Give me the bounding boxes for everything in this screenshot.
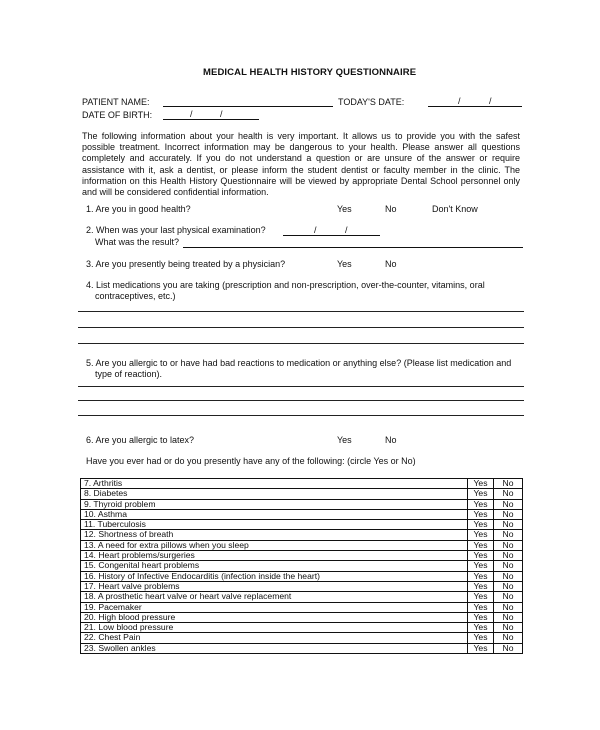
- no-option[interactable]: No: [494, 540, 523, 550]
- yes-option[interactable]: Yes: [468, 643, 494, 653]
- dob-label: DATE OF BIRTH:: [82, 110, 153, 120]
- table-row: [81, 612, 523, 622]
- question-5: 5. Are you allergic to or have had bad reactions to medication or anything else? (Please list medication and: [86, 358, 512, 368]
- no-option[interactable]: No: [494, 561, 523, 571]
- question-4: 4. List medications you are taking (prescription and non-prescription, over-the-counter, vitamins, oral: [86, 280, 485, 290]
- no-option[interactable]: No: [494, 499, 523, 509]
- condition-label: 22. Chest Pain: [81, 633, 468, 643]
- exam-result-field[interactable]: [183, 247, 523, 248]
- condition-label: 23. Swollen ankles: [81, 643, 468, 653]
- answer-line[interactable]: [78, 415, 524, 416]
- table-row: [81, 571, 523, 581]
- no-option[interactable]: No: [494, 479, 523, 489]
- table-row: [81, 479, 523, 489]
- q6-yes[interactable]: Yes: [337, 435, 352, 445]
- q3-yes[interactable]: Yes: [337, 259, 352, 269]
- q1-yes[interactable]: Yes: [337, 204, 352, 214]
- question-2-result: What was the result?: [95, 237, 180, 247]
- condition-label: 7. Arthritis: [81, 479, 468, 489]
- answer-line[interactable]: [78, 386, 524, 387]
- no-option[interactable]: No: [494, 571, 523, 581]
- patient-name-field[interactable]: [163, 106, 333, 107]
- yes-option[interactable]: Yes: [468, 581, 494, 591]
- answer-line[interactable]: [78, 400, 524, 401]
- condition-label: 17. Heart valve problems: [81, 581, 468, 591]
- last-exam-date-field[interactable]: [283, 235, 380, 236]
- no-option[interactable]: No: [494, 530, 523, 540]
- yes-option[interactable]: Yes: [468, 612, 494, 622]
- table-row: [81, 633, 523, 643]
- yes-option[interactable]: Yes: [468, 540, 494, 550]
- table-row: [81, 581, 523, 591]
- q6-no[interactable]: No: [385, 435, 397, 445]
- conditions-table: [80, 478, 523, 654]
- answer-line[interactable]: [78, 327, 524, 328]
- condition-label: 10. Asthma: [81, 509, 468, 519]
- yes-option[interactable]: Yes: [468, 479, 494, 489]
- question-5-cont: type of reaction).: [95, 369, 163, 379]
- no-option[interactable]: No: [494, 633, 523, 643]
- answer-line[interactable]: [78, 311, 524, 312]
- yes-option[interactable]: Yes: [468, 602, 494, 612]
- no-option[interactable]: No: [494, 509, 523, 519]
- condition-label: 9. Thyroid problem: [81, 499, 468, 509]
- date-slash: /: [220, 109, 223, 119]
- condition-label: 12. Shortness of breath: [81, 530, 468, 540]
- no-option[interactable]: No: [494, 581, 523, 591]
- question-6: 6. Are you allergic to latex?: [86, 435, 195, 445]
- yes-option[interactable]: Yes: [468, 561, 494, 571]
- question-1: 1. Are you in good health?: [86, 204, 191, 214]
- yes-option[interactable]: Yes: [468, 509, 494, 519]
- table-row: [81, 499, 523, 509]
- no-option[interactable]: No: [494, 520, 523, 530]
- condition-label: 21. Low blood pressure: [81, 623, 468, 633]
- condition-label: 11. Tuberculosis: [81, 520, 468, 530]
- question-4-cont: contraceptives, etc.): [95, 291, 176, 301]
- yes-option[interactable]: Yes: [468, 633, 494, 643]
- yes-option[interactable]: Yes: [468, 530, 494, 540]
- date-slash: /: [458, 96, 461, 106]
- no-option[interactable]: No: [494, 489, 523, 499]
- table-row: [81, 561, 523, 571]
- table-row: [81, 540, 523, 550]
- yes-option[interactable]: Yes: [468, 499, 494, 509]
- yes-option[interactable]: Yes: [468, 623, 494, 633]
- answer-line[interactable]: [78, 343, 524, 344]
- condition-label: 8. Diabetes: [81, 489, 468, 499]
- table-row: [81, 489, 523, 499]
- question-2: 2. When was your last physical examination?: [86, 225, 266, 235]
- no-option[interactable]: No: [494, 592, 523, 602]
- condition-label: 19. Pacemaker: [81, 602, 468, 612]
- yes-option[interactable]: Yes: [468, 551, 494, 561]
- condition-label: 18. A prosthetic heart valve or heart valve replacement: [81, 592, 468, 602]
- date-slash: /: [345, 225, 348, 235]
- todays-date-label: TODAY'S DATE:: [338, 97, 405, 107]
- table-row: [81, 520, 523, 530]
- date-slash: /: [190, 109, 193, 119]
- yes-option[interactable]: Yes: [468, 592, 494, 602]
- no-option[interactable]: No: [494, 551, 523, 561]
- no-option[interactable]: No: [494, 602, 523, 612]
- no-option[interactable]: No: [494, 623, 523, 633]
- yes-option[interactable]: Yes: [468, 520, 494, 530]
- condition-label: 13. A need for extra pillows when you sleep: [81, 540, 468, 550]
- date-slash: /: [489, 96, 492, 106]
- condition-label: 16. History of Infective Endocarditis (infection inside the heart): [81, 571, 468, 581]
- table-row: [81, 623, 523, 633]
- q3-no[interactable]: No: [385, 259, 397, 269]
- table-row: [81, 530, 523, 540]
- yes-option[interactable]: Yes: [468, 489, 494, 499]
- question-3: 3. Are you presently being treated by a physician?: [86, 259, 286, 269]
- table-row: [81, 509, 523, 519]
- todays-date-field[interactable]: [428, 106, 522, 107]
- table-row: [81, 602, 523, 612]
- no-option[interactable]: No: [494, 643, 523, 653]
- condition-label: 20. High blood pressure: [81, 612, 468, 622]
- intro-paragraph: The following information about your health is very important. It allows us to provide you with the safest possible treatment. Incorrect information may be dangerous to your health. Please answer all questions completely and accurately. If you do not understand a question or are unsure of the answer or require assistance with it, ask a dentist, or please inform the student dentist or faculty member in the clinic. The information on this Health History Questionnaire will be viewed by appropriate Dental School personnel only and will be considered confidential information.: [82, 131, 520, 198]
- patient-name-label: PATIENT NAME:: [82, 97, 150, 107]
- table-row: [81, 643, 523, 653]
- document-title: MEDICAL HEALTH HISTORY QUESTIONNAIRE: [203, 67, 417, 78]
- date-slash: /: [314, 225, 317, 235]
- no-option[interactable]: No: [494, 612, 523, 622]
- table-row: [81, 551, 523, 561]
- q1-dont-know[interactable]: Don't Know: [432, 204, 478, 214]
- table-row: [81, 592, 523, 602]
- condition-label: 14. Heart problems/surgeries: [81, 551, 468, 561]
- conditions-intro: Have you ever had or do you presently have any of the following: (circle Yes or No): [86, 456, 416, 466]
- q1-no[interactable]: No: [385, 204, 397, 214]
- yes-option[interactable]: Yes: [468, 571, 494, 581]
- dob-field[interactable]: [163, 119, 259, 120]
- condition-label: 15. Congenital heart problems: [81, 561, 468, 571]
